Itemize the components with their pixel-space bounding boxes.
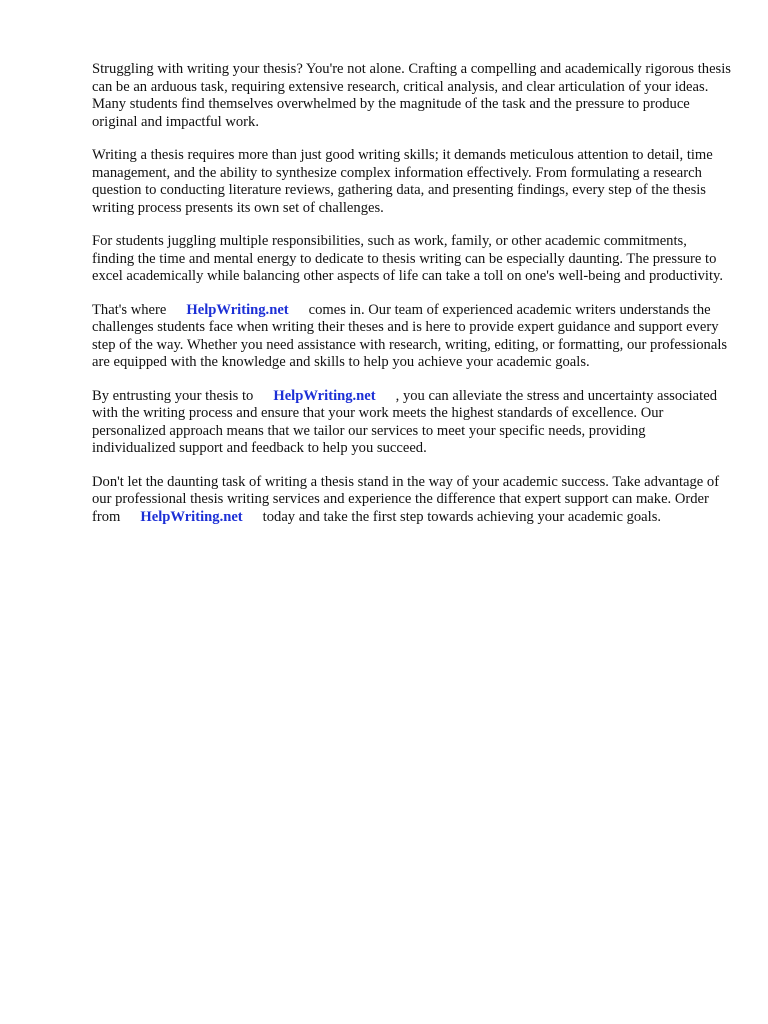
paragraph-text-after-link: , you can alleviate the stress and uncertainty associated with the writing process and ensure that your work meets the highest standards of excellence. Our personalized approach means that we tailor our services to meet your specific needs, providing individualized support and feedback to help you succeed. — [92, 387, 717, 456]
paragraph-text-before-link: Don't let the daunting task of writing a thesis stand in the way of your academic success. Take advantage of our professional thesis writing services and experience the difference that expert support can make. Order from — [92, 473, 720, 525]
document-body — [92, 61, 732, 542]
paragraph-thats-where — [92, 302, 732, 372]
paragraph-entrusting — [92, 388, 732, 458]
helpwriting-link[interactable]: HelpWriting.net — [186, 301, 289, 318]
paragraph-requirements: Writing a thesis requires more than just good writing skills; it demands meticulous attention to detail, time management, and the ability to synthesize complex information effectively. From formulating a research question to conducting literature reviews, gathering data, and presenting findings, every step of the thesis writing process presents its own set of challenges. — [92, 147, 713, 216]
paragraph-text-before-link: That's where — [92, 301, 167, 318]
helpwriting-link[interactable]: HelpWriting.net — [140, 508, 243, 525]
paragraph-text-after-link: comes in. Our team of experienced academic writers understands the challenges students face when writing their theses and is here to provide expert guidance and support every step of the way. Whether you need assistance with research, writing, editing, or formatting, our professionals are equipped with the knowledge and skills to help you achieve your academic goals. — [92, 301, 728, 370]
paragraph-call-to-action — [92, 474, 732, 527]
paragraph-struggling: Struggling with writing your thesis? You're not alone. Crafting a compelling and academically rigorous thesis can be an arduous task, requiring extensive research, critical analysis, and clear articulation of your ideas. Many students find themselves overwhelmed by the magnitude of the task and the pressure to produce original and impactful work. — [92, 61, 731, 130]
helpwriting-link[interactable]: HelpWriting.net — [273, 387, 376, 404]
paragraph-responsibilities: For students juggling multiple responsibilities, such as work, family, or other academic commitments, finding the time and mental energy to dedicate to thesis writing can be especially daunting. The pressure to excel academically while balancing other aspects of life can take a toll on one's well-being and productivity. — [92, 233, 724, 284]
paragraph-text-before-link: By entrusting your thesis to — [92, 387, 254, 404]
paragraph-text-after-link: today and take the first step towards achieving your academic goals. — [262, 508, 662, 525]
